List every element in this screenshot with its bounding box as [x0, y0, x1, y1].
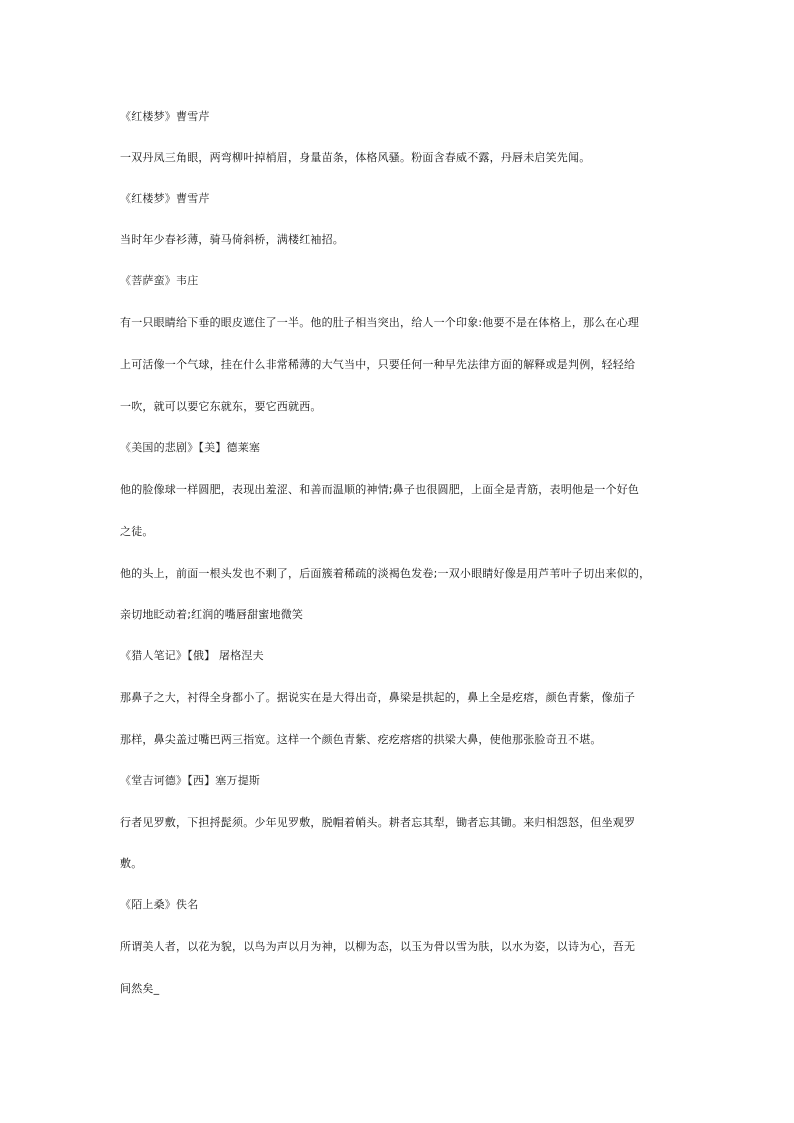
quote-line: 他的脸像球一样圆肥，表现出羞涩、和善而温顺的神情;鼻子也很圆肥，上面全是青筋，表明他是一个好色: [120, 483, 640, 496]
quote-line: 行者见罗敷，下担捋髭须。少年见罗敷，脱帽着帩头。耕者忘其犁，锄者忘其锄。来归相怨怒，但坐观罗: [120, 816, 636, 829]
quote-line: 上可活像一个气球，挂在什么非常稀薄的大气当中，只要任何一种早先法律方面的解释或是判例，轻轻给: [120, 358, 636, 371]
quote-line: 所谓美人者，以花为貌，以鸟为声以月为神，以柳为态，以玉为骨以雪为肤，以水为姿，以诗为心，吾无: [120, 940, 636, 953]
quote-line: 间然矣_: [120, 982, 160, 995]
quote-line: 一吹，就可以要它东就东，要它西就西。: [120, 400, 322, 413]
quote-line: 敷。: [120, 857, 143, 870]
source-citation: 《菩萨蛮》韦庄: [120, 274, 199, 287]
quote-line: 那鼻子之大，衬得全身都小了。据说实在是大得出奇，鼻梁是拱起的，鼻上全是疙瘩，颜色青紫，像茄子: [120, 691, 636, 704]
quote-line: 他的头上，前面一根头发也不剩了，后面簇着稀疏的淡褐色发卷;一双小眼睛好像是用芦苇叶子切出来似的，: [120, 567, 651, 580]
quote-line: 之徒。: [120, 525, 154, 538]
quote-line: 亲切地眨动着;红润的嘴唇甜蜜地微笑: [120, 608, 304, 621]
quote-line: 有一只眼睛给下垂的眼皮遮住了一半。他的肚子相当突出，给人一个印象:他要不是在体格上，那么在心理: [120, 316, 640, 329]
source-citation: 《红楼梦》曹雪芹: [120, 110, 210, 123]
source-citation: 《堂吉诃德》【西】塞万提斯: [120, 774, 261, 787]
quote-line: 当时年少春衫薄，骑马倚斜桥，满楼红袖招。: [120, 233, 344, 246]
quote-line: 那样，鼻尖盖过嘴巴两三指宽。这样一个颜色青紫、疙疙瘩瘩的拱梁大鼻，使他那张脸奇丑不堪。: [120, 733, 602, 746]
quote-line: 一双丹凤三角眼，两弯柳叶掉梢眉，身量苗条，体格风骚。粉面含春威不露，丹唇未启笑先闻。: [120, 151, 591, 164]
source-citation: 《红楼梦》曹雪芹: [120, 192, 210, 205]
source-citation: 《美国的悲剧》【美】德莱塞: [120, 441, 261, 454]
source-citation: 《陌上桑》佚名: [120, 898, 199, 911]
source-citation: 《猎人笔记》【俄】 屠格涅夫: [120, 649, 264, 662]
